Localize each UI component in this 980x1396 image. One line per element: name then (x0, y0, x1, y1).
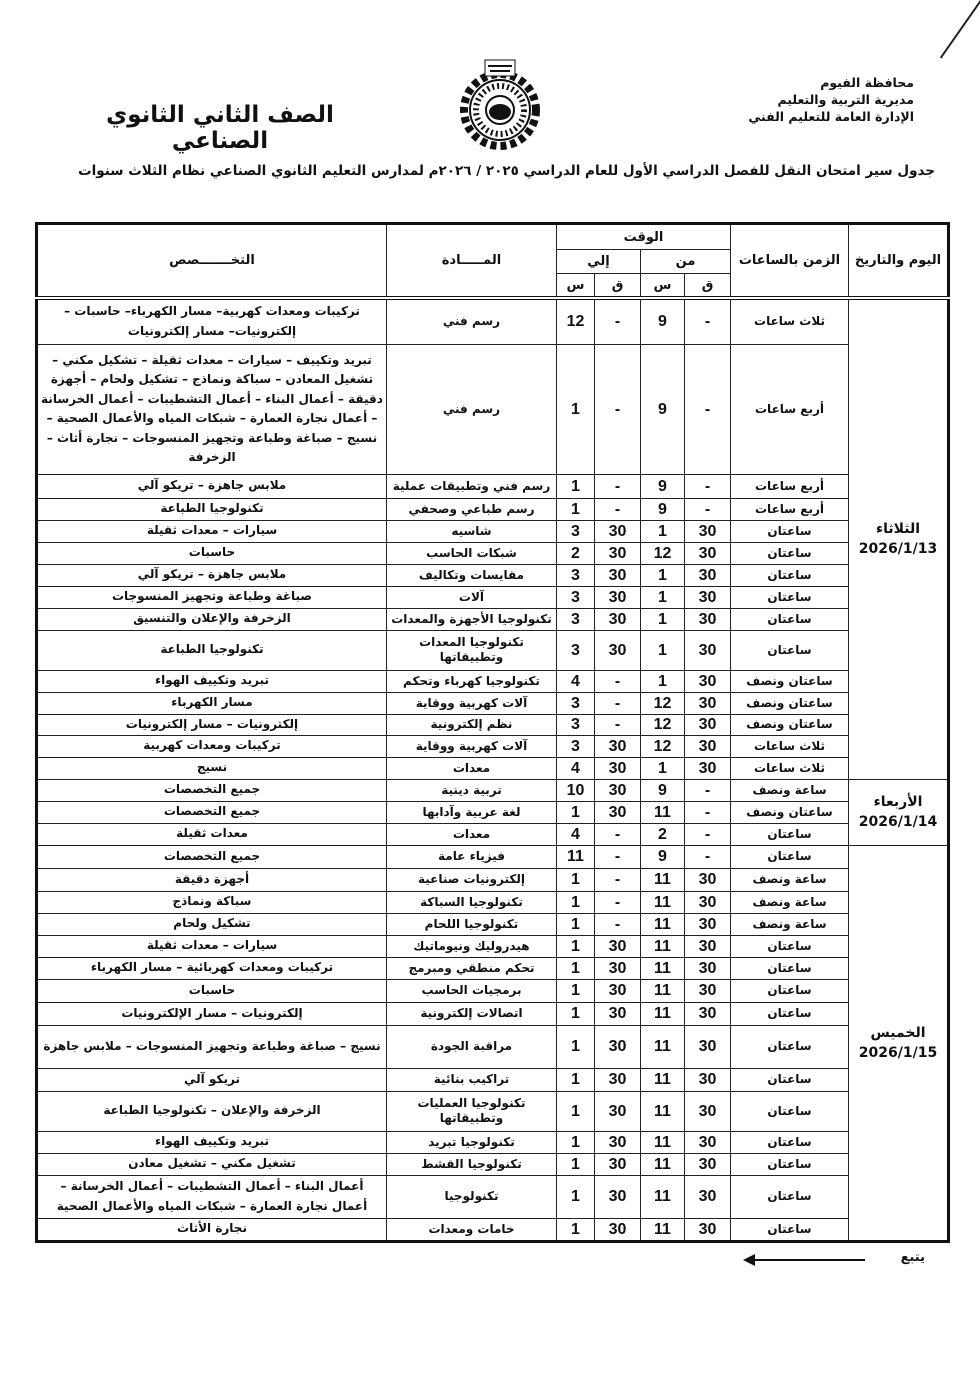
to-hour-cell: 3 (556, 714, 594, 735)
to-hour-cell: 1 (556, 957, 594, 979)
duration-cell: ساعتان (731, 845, 849, 868)
day-name: الثلاثاء (875, 521, 921, 538)
to-minute-cell: - (595, 891, 641, 913)
ministry-logo (455, 58, 545, 150)
subject-cell: خامات ومعدات (386, 1218, 556, 1241)
administration: الإدارة العامة للتعليم الفني (748, 109, 914, 124)
specialization-cell: الزخرفة والإعلان والتنسيق (37, 608, 387, 630)
subject-cell: تكنولوجيا (386, 1175, 556, 1218)
from-hour-cell: 1 (641, 670, 685, 692)
table-row (37, 1002, 949, 1025)
exam-date: 2026/1/13 (858, 541, 938, 558)
continued-arrow-icon (745, 1259, 865, 1261)
from-hour-cell: 9 (641, 344, 685, 474)
to-hour-cell: 3 (556, 564, 594, 586)
to-minute-cell: 30 (595, 520, 641, 542)
duration-cell: ساعتان (731, 520, 849, 542)
from-hour-cell: 9 (641, 498, 685, 520)
specialization-cell: حاسبات (37, 979, 387, 1002)
duration-cell: ساعة ونصف (731, 913, 849, 935)
table-row (37, 891, 949, 913)
subject-cell: مقايسات وتكاليف (386, 564, 556, 586)
subject-cell: تكنولوجيا المعدات وتطبيقاتها (386, 630, 556, 670)
subject-cell: مراقبة الجودة (386, 1025, 556, 1068)
from-minute-cell: 30 (685, 979, 731, 1002)
from-minute-cell: 30 (685, 692, 731, 714)
table-row (37, 608, 949, 630)
from-hour-cell: 11 (641, 1153, 685, 1175)
to-minute-cell: 30 (595, 757, 641, 779)
subject-cell: نظم إلكترونية (386, 714, 556, 735)
to-minute-cell: - (595, 692, 641, 714)
header-to-minute: ق (595, 274, 641, 299)
specialization-cell: جميع التخصصات (37, 801, 387, 823)
specialization-cell: ملابس جاهزة – تريكو آلي (37, 474, 387, 498)
from-hour-cell: 1 (641, 520, 685, 542)
subject-cell: آلات كهربية ووقاية (386, 692, 556, 714)
from-hour-cell: 11 (641, 1091, 685, 1131)
from-minute-cell: 30 (685, 564, 731, 586)
to-minute-cell: - (595, 474, 641, 498)
specialization-cell: حاسبات (37, 542, 387, 564)
to-hour-cell: 3 (556, 586, 594, 608)
to-minute-cell: 30 (595, 586, 641, 608)
table-row (37, 868, 949, 891)
table-row (37, 630, 949, 670)
duration-cell: ساعة ونصف (731, 891, 849, 913)
duration-cell: ساعتان (731, 586, 849, 608)
from-minute-cell: 30 (685, 542, 731, 564)
table-row (37, 1025, 949, 1068)
specialization-cell: إلكترونيات – مسار إلكترونيات (37, 714, 387, 735)
from-minute-cell: 30 (685, 1218, 731, 1241)
duration-cell: ساعتان (731, 1002, 849, 1025)
from-hour-cell: 1 (641, 608, 685, 630)
day-date-cell (849, 779, 949, 845)
from-minute-cell: 30 (685, 1002, 731, 1025)
from-minute-cell: 30 (685, 913, 731, 935)
from-hour-cell: 11 (641, 957, 685, 979)
from-hour-cell: 12 (641, 692, 685, 714)
from-minute-cell: 30 (685, 1153, 731, 1175)
specialization-cell: تكنولوجيا الطباعة (37, 498, 387, 520)
exam-date: 2026/1/15 (858, 1044, 938, 1061)
duration-cell: ثلاث ساعات (731, 735, 849, 757)
to-minute-cell: 30 (595, 1002, 641, 1025)
table-row (37, 542, 949, 564)
duration-cell: ساعة ونصف (731, 868, 849, 891)
subject-cell: هيدروليك ونيوماتيك (386, 935, 556, 957)
continued-label: يتبع (900, 1250, 925, 1265)
to-minute-cell: 30 (595, 1218, 641, 1241)
duration-cell: ساعتان (731, 957, 849, 979)
from-minute-cell: - (685, 779, 731, 801)
scan-edge-line (940, 0, 980, 58)
from-minute-cell: 30 (685, 1068, 731, 1091)
from-hour-cell: 11 (641, 1218, 685, 1241)
duration-cell: ساعتان (731, 1091, 849, 1131)
from-minute-cell: - (685, 298, 731, 344)
specialization-cell: تبريد وتكييف – سيارات – معدات ثقيلة – تشكيل مكني – تشغيل المعادن – سباكة ونماذج – تشكيل ولحام – أجهزة دقيقة – أعمال البناء – أعمال التشطيبات – أعمال الخرسانة – أعمال نجارة العمارة – شبكات المياه والأعمال الصحية – نسيج – صباغة وطباعة وتجهيز المنسوجات – نجارة أثاث – الزخرفة (37, 344, 387, 474)
duration-cell: ساعتان ونصف (731, 714, 849, 735)
header-to-hour: س (556, 274, 594, 299)
to-hour-cell: 1 (556, 801, 594, 823)
from-minute-cell: 30 (685, 735, 731, 757)
from-minute-cell: - (685, 845, 731, 868)
subject-cell: رسم طباعي وصحفي (386, 498, 556, 520)
table-row (37, 1131, 949, 1153)
to-minute-cell: - (595, 714, 641, 735)
from-hour-cell: 9 (641, 474, 685, 498)
duration-cell: ثلاث ساعات (731, 298, 849, 344)
to-hour-cell: 3 (556, 735, 594, 757)
to-minute-cell: - (595, 845, 641, 868)
from-minute-cell: 30 (685, 1025, 731, 1068)
duration-cell: ساعتان (731, 1131, 849, 1153)
to-minute-cell: - (595, 498, 641, 520)
duration-cell: أربع ساعات (731, 344, 849, 474)
header-time: الوقت (556, 224, 730, 250)
duration-cell: ساعتان ونصف (731, 801, 849, 823)
table-row (37, 935, 949, 957)
from-hour-cell: 11 (641, 1025, 685, 1068)
subject-cell: رسم فني (386, 344, 556, 474)
specialization-cell: تركيبات ومعدات كهربية– مسار الكهرباء– حاسبات – إلكترونيات– مسار إلكترونيات (37, 298, 387, 344)
from-minute-cell: 30 (685, 670, 731, 692)
from-hour-cell: 11 (641, 801, 685, 823)
specialization-cell: تركيبات ومعدات كهربائية – مسار الكهرباء (37, 957, 387, 979)
specialization-cell: تكنولوجيا الطباعة (37, 630, 387, 670)
duration-cell: ساعتان (731, 1068, 849, 1091)
duration-cell: ساعتان (731, 564, 849, 586)
from-hour-cell: 12 (641, 714, 685, 735)
to-minute-cell: 30 (595, 801, 641, 823)
table-row (37, 735, 949, 757)
specialization-cell: صباغة وطباعة وتجهيز المنسوجات (37, 586, 387, 608)
table-row (37, 757, 949, 779)
to-minute-cell: - (595, 913, 641, 935)
duration-cell: ساعتان (731, 979, 849, 1002)
table-row (37, 298, 949, 344)
specialization-cell: تبريد وتكييف الهواء (37, 670, 387, 692)
from-minute-cell: 30 (685, 1131, 731, 1153)
specialization-cell: أجهزة دقيقة (37, 868, 387, 891)
duration-cell: ساعتان (731, 1218, 849, 1241)
duration-cell: ثلاث ساعات (731, 757, 849, 779)
subject-cell: رسم فني (386, 298, 556, 344)
from-hour-cell: 11 (641, 1131, 685, 1153)
table-row (37, 1153, 949, 1175)
organization-header (744, 74, 914, 125)
duration-cell: ساعتان (731, 542, 849, 564)
from-minute-cell: 30 (685, 1091, 731, 1131)
specialization-cell: معدات ثقيلة (37, 823, 387, 845)
header-day-date: اليوم والتاريخ (849, 224, 949, 299)
duration-cell: أربع ساعات (731, 498, 849, 520)
specialization-cell: تشكيل ولحام (37, 913, 387, 935)
from-hour-cell: 1 (641, 586, 685, 608)
day-name: الخميس (870, 1024, 926, 1041)
to-minute-cell: 30 (595, 1153, 641, 1175)
duration-cell: ساعتان (731, 935, 849, 957)
to-hour-cell: 1 (556, 1131, 594, 1153)
specialization-cell: نسيج (37, 757, 387, 779)
table-row (37, 779, 949, 801)
from-hour-cell: 11 (641, 913, 685, 935)
to-hour-cell: 1 (556, 498, 594, 520)
subject-cell: تكنولوجيا العمليات وتطبيقاتها (386, 1091, 556, 1131)
subject-cell: تكنولوجيا الأجهزة والمعدات (386, 608, 556, 630)
from-hour-cell: 11 (641, 1002, 685, 1025)
header-to: إلي (556, 250, 640, 274)
document-subtitle: جدول سير امتحان النقل للفصل الدراسي الأول للعام الدراسي ٢٠٢٥ / ٢٠٢٦م لمدارس التعليم الثانوي الصناعي نظام الثلاث سنوات (78, 163, 935, 179)
duration-cell: ساعتان (731, 608, 849, 630)
specialization-cell: تريكو آلي (37, 1068, 387, 1091)
from-hour-cell: 12 (641, 542, 685, 564)
subject-cell: لغة عربية وآدابها (386, 801, 556, 823)
to-hour-cell: 3 (556, 608, 594, 630)
duration-cell: ساعتان (731, 823, 849, 845)
to-minute-cell: 30 (595, 979, 641, 1002)
to-hour-cell: 4 (556, 757, 594, 779)
from-hour-cell: 11 (641, 868, 685, 891)
to-hour-cell: 1 (556, 1091, 594, 1131)
from-minute-cell: 30 (685, 608, 731, 630)
day-name: الأربعاء (873, 794, 923, 810)
table-row (37, 1068, 949, 1091)
specialization-cell: سيارات – معدات ثقيلة (37, 935, 387, 957)
to-minute-cell: - (595, 868, 641, 891)
to-minute-cell: 30 (595, 957, 641, 979)
to-minute-cell: - (595, 823, 641, 845)
subject-cell: تربية دينية (386, 779, 556, 801)
header-specialization: التخـــــــصص (37, 224, 387, 299)
table-row (37, 714, 949, 735)
duration-cell: ساعتان (731, 1153, 849, 1175)
from-minute-cell: - (685, 344, 731, 474)
subject-cell: آلات كهربية ووقاية (386, 735, 556, 757)
subject-cell: آلات (386, 586, 556, 608)
schedule-body (37, 298, 949, 1241)
specialization-cell: الزخرفة والإعلان – تكنولوجيا الطباعة (37, 1091, 387, 1131)
to-hour-cell: 11 (556, 845, 594, 868)
from-hour-cell: 9 (641, 779, 685, 801)
from-hour-cell: 11 (641, 1175, 685, 1218)
table-row (37, 1175, 949, 1218)
subject-cell: تكنولوجيا كهرباء وتحكم (386, 670, 556, 692)
header-from: من (641, 250, 731, 274)
to-minute-cell: 30 (595, 735, 641, 757)
table-row (37, 913, 949, 935)
to-minute-cell: 30 (595, 564, 641, 586)
from-minute-cell: 30 (685, 891, 731, 913)
to-hour-cell: 1 (556, 1025, 594, 1068)
from-minute-cell: - (685, 474, 731, 498)
table-row (37, 1091, 949, 1131)
subject-cell: اتصالات إلكترونية (386, 1002, 556, 1025)
subject-cell: برمجيات الحاسب (386, 979, 556, 1002)
day-date-cell (849, 298, 949, 779)
to-minute-cell: - (595, 344, 641, 474)
to-hour-cell: 3 (556, 630, 594, 670)
subject-cell: شبكات الحاسب (386, 542, 556, 564)
specialization-cell: ملابس جاهزة – تريكو آلي (37, 564, 387, 586)
table-row (37, 586, 949, 608)
specialization-cell: نسيج – صباغة وطباعة وتجهيز المنسوجات – ملابس جاهزة (37, 1025, 387, 1068)
to-minute-cell: 30 (595, 935, 641, 957)
to-hour-cell: 1 (556, 979, 594, 1002)
to-hour-cell: 1 (556, 1068, 594, 1091)
duration-cell: ساعة ونصف (731, 779, 849, 801)
subject-cell: تحكم منطقي ومبرمج (386, 957, 556, 979)
to-minute-cell: 30 (595, 779, 641, 801)
to-hour-cell: 4 (556, 670, 594, 692)
subject-cell: تكنولوجيا اللحام (386, 913, 556, 935)
to-hour-cell: 1 (556, 1002, 594, 1025)
from-minute-cell: - (685, 498, 731, 520)
to-minute-cell: 30 (595, 1025, 641, 1068)
from-minute-cell: 30 (685, 1175, 731, 1218)
table-row (37, 823, 949, 845)
from-hour-cell: 12 (641, 735, 685, 757)
from-hour-cell: 1 (641, 564, 685, 586)
from-hour-cell: 11 (641, 935, 685, 957)
table-row (37, 692, 949, 714)
from-minute-cell: 30 (685, 757, 731, 779)
to-minute-cell: 30 (595, 1175, 641, 1218)
to-hour-cell: 1 (556, 474, 594, 498)
exam-schedule-table (35, 222, 950, 1243)
to-hour-cell: 4 (556, 823, 594, 845)
table-row (37, 979, 949, 1002)
to-hour-cell: 1 (556, 1175, 594, 1218)
header-from-hour: س (641, 274, 685, 299)
from-hour-cell: 11 (641, 1068, 685, 1091)
from-hour-cell: 2 (641, 823, 685, 845)
specialization-cell: سيارات – معدات ثقيلة (37, 520, 387, 542)
subject-cell: تكنولوجيا تبريد (386, 1131, 556, 1153)
table-row (37, 564, 949, 586)
subject-cell: معدات (386, 757, 556, 779)
from-minute-cell: 30 (685, 935, 731, 957)
from-hour-cell: 11 (641, 891, 685, 913)
to-minute-cell: 30 (595, 608, 641, 630)
duration-cell: ساعتان (731, 1175, 849, 1218)
to-hour-cell: 12 (556, 298, 594, 344)
from-minute-cell: 30 (685, 586, 731, 608)
to-minute-cell: 30 (595, 542, 641, 564)
to-minute-cell: 30 (595, 1131, 641, 1153)
to-minute-cell: - (595, 670, 641, 692)
to-hour-cell: 10 (556, 779, 594, 801)
directorate: مديرية التربية والتعليم (777, 92, 914, 107)
day-date-cell (849, 845, 949, 1241)
specialization-cell: مسار الكهرباء (37, 692, 387, 714)
duration-cell: ساعتان (731, 630, 849, 670)
from-minute-cell: 30 (685, 868, 731, 891)
subject-cell: تكنولوجيا القشط (386, 1153, 556, 1175)
from-hour-cell: 9 (641, 845, 685, 868)
from-minute-cell: - (685, 823, 731, 845)
subject-cell: تكنولوجيا السباكة (386, 891, 556, 913)
specialization-cell: جميع التخصصات (37, 845, 387, 868)
specialization-cell: نجارة الأثاث (37, 1218, 387, 1241)
from-minute-cell: 30 (685, 520, 731, 542)
header-duration: الزمن بالساعات (731, 224, 849, 299)
from-hour-cell: 9 (641, 298, 685, 344)
table-row (37, 520, 949, 542)
specialization-cell: تبريد وتكييف الهواء (37, 1131, 387, 1153)
from-hour-cell: 1 (641, 630, 685, 670)
subject-cell: معدات (386, 823, 556, 845)
table-row (37, 957, 949, 979)
subject-cell: شاسيه (386, 520, 556, 542)
table-row (37, 801, 949, 823)
specialization-cell: جميع التخصصات (37, 779, 387, 801)
table-row (37, 344, 949, 474)
from-minute-cell: 30 (685, 957, 731, 979)
duration-cell: أربع ساعات (731, 474, 849, 498)
to-hour-cell: 1 (556, 1218, 594, 1241)
from-hour-cell: 11 (641, 979, 685, 1002)
grade-title: الصف الثاني الثانوي الصناعي (106, 102, 334, 154)
governorate: محافظة الفيوم (820, 75, 914, 90)
specialization-cell: تركيبات ومعدات كهربية (37, 735, 387, 757)
to-hour-cell: 3 (556, 692, 594, 714)
duration-cell: ساعتان ونصف (731, 692, 849, 714)
duration-cell: ساعتان (731, 1025, 849, 1068)
table-row (37, 498, 949, 520)
specialization-cell: سباكة ونماذج (37, 891, 387, 913)
from-hour-cell: 1 (641, 757, 685, 779)
subject-cell: تراكيب بنائية (386, 1068, 556, 1091)
to-hour-cell: 1 (556, 1153, 594, 1175)
specialization-cell: تشغيل مكني – تشغيل معادن (37, 1153, 387, 1175)
table-row (37, 670, 949, 692)
to-hour-cell: 1 (556, 344, 594, 474)
duration-cell: ساعتان ونصف (731, 670, 849, 692)
exam-date: 2026/1/14 (858, 814, 938, 830)
to-hour-cell: 2 (556, 542, 594, 564)
to-hour-cell: 3 (556, 520, 594, 542)
header-from-minute: ق (685, 274, 731, 299)
to-minute-cell: 30 (595, 630, 641, 670)
to-hour-cell: 1 (556, 913, 594, 935)
to-hour-cell: 1 (556, 935, 594, 957)
specialization-cell: أعمال البناء – أعمال التشطيبات – أعمال الخرسانة – أعمال نجارة العمارة – شبكات المياه والأعمال الصحية (37, 1175, 387, 1218)
subject-cell: إلكترونيات صناعية (386, 868, 556, 891)
from-minute-cell: 30 (685, 630, 731, 670)
from-minute-cell: - (685, 801, 731, 823)
table-row (37, 845, 949, 868)
to-hour-cell: 1 (556, 891, 594, 913)
to-minute-cell: 30 (595, 1091, 641, 1131)
from-minute-cell: 30 (685, 714, 731, 735)
subject-cell: فيزياء عامة (386, 845, 556, 868)
table-row (37, 1218, 949, 1241)
subject-cell: رسم فني وتطبيقات عملية (386, 474, 556, 498)
header-subject: المـــــادة (386, 224, 556, 299)
to-minute-cell: - (595, 298, 641, 344)
table-row (37, 474, 949, 498)
to-hour-cell: 1 (556, 868, 594, 891)
specialization-cell: إلكترونيات – مسار الإلكترونيات (37, 1002, 387, 1025)
to-minute-cell: 30 (595, 1068, 641, 1091)
